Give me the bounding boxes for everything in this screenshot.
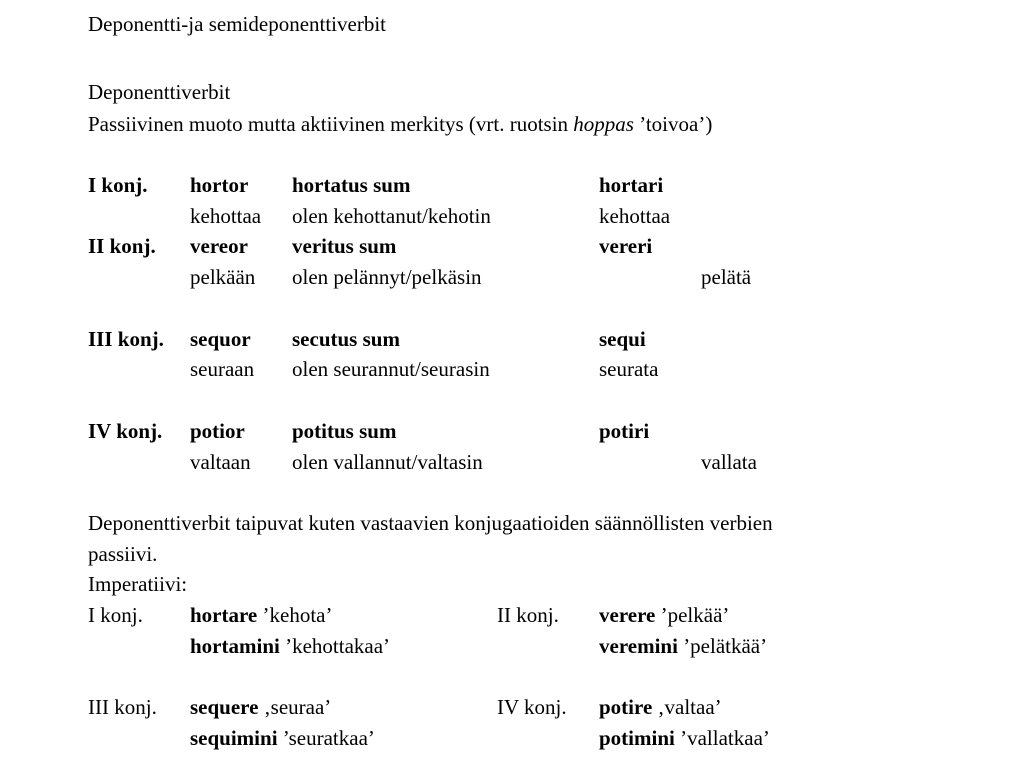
imperative-gloss: ‚valtaa’ — [652, 695, 722, 719]
page-title: Deponentti-ja semideponenttiverbit — [88, 12, 386, 36]
imperative-gloss: ’seuratkaa’ — [277, 726, 375, 750]
imperative-form: sequere — [190, 695, 259, 719]
imperative-gloss: ’kehota’ — [257, 603, 333, 627]
intro-gloss: ’toivoa’) — [633, 112, 713, 136]
imperative-form: potire — [599, 695, 653, 719]
imperative-form: veremini — [599, 634, 678, 658]
imperative-form: potimini — [599, 726, 675, 750]
perfect-form: veritus sum — [292, 234, 397, 258]
present-form: vereor — [190, 234, 248, 258]
present-translation: pelkään — [190, 265, 256, 289]
imperative-plural — [599, 725, 770, 751]
infinitive-translation: kehottaa — [599, 204, 671, 228]
imperative-singular — [190, 602, 332, 628]
imperative-form: hortare — [190, 603, 258, 627]
present-translation: kehottaa — [190, 204, 262, 228]
imperative-plural — [190, 725, 375, 751]
imperative-gloss: ‚seuraa’ — [258, 695, 332, 719]
imperative-gloss: ’pelätkää’ — [677, 634, 768, 658]
conj-label: II konj. — [88, 234, 156, 258]
imperative-singular — [599, 694, 722, 720]
infinitive-translation: vallata — [701, 450, 757, 474]
perfect-translation: olen seurannut/seurasin — [292, 357, 490, 381]
present-translation: seuraan — [190, 357, 255, 381]
infinitive-form: potiri — [599, 419, 650, 443]
infinitive-form: hortari — [599, 173, 664, 197]
intro-text: Passiivinen muoto mutta aktiivinen merkitys (vrt. ruotsin — [88, 112, 574, 136]
perfect-translation: olen vallannut/valtasin — [292, 450, 483, 474]
infinitive-translation: seurata — [599, 357, 659, 381]
intro-italic-word: hoppas — [573, 112, 634, 136]
imperative-conj-label: III konj. — [88, 695, 157, 719]
intro-line — [88, 111, 712, 137]
imperative-form: verere — [599, 603, 656, 627]
perfect-form: potitus sum — [292, 419, 397, 443]
perfect-form: hortatus sum — [292, 173, 411, 197]
imperative-gloss: ’pelkää’ — [655, 603, 730, 627]
imperative-gloss: ’kehottakaa’ — [279, 634, 391, 658]
imperative-plural — [599, 633, 767, 659]
imperative-conj-label: II konj. — [497, 603, 559, 627]
present-form: potior — [190, 419, 245, 443]
note-line: passiivi. — [88, 542, 158, 566]
imperative-form: sequimini — [190, 726, 278, 750]
present-form: sequor — [190, 327, 251, 351]
imperative-plural — [190, 633, 390, 659]
conj-label: I konj. — [88, 173, 148, 197]
present-form: hortor — [190, 173, 249, 197]
imperative-conj-label: I konj. — [88, 603, 143, 627]
conj-label: IV konj. — [88, 419, 163, 443]
infinitive-form: sequi — [599, 327, 646, 351]
infinitive-translation: pelätä — [701, 265, 752, 289]
imperative-form: hortamini — [190, 634, 280, 658]
imperative-singular — [599, 602, 729, 628]
imperative-gloss: ’vallatkaa’ — [674, 726, 770, 750]
note-line: Deponenttiverbit taipuvat kuten vastaavien konjugaatioiden säännöllisten verbien — [88, 511, 773, 535]
perfect-form: secutus sum — [292, 327, 400, 351]
imperative-singular — [190, 694, 331, 720]
imperative-conj-label: IV konj. — [497, 695, 567, 719]
perfect-translation: olen pelännyt/pelkäsin — [292, 265, 482, 289]
perfect-translation: olen kehottanut/kehotin — [292, 204, 491, 228]
present-translation: valtaan — [190, 450, 251, 474]
section-heading: Deponenttiverbit — [88, 80, 231, 104]
conj-label: III konj. — [88, 327, 164, 351]
imperative-heading: Imperatiivi: — [88, 572, 188, 596]
infinitive-form: vereri — [599, 234, 653, 258]
